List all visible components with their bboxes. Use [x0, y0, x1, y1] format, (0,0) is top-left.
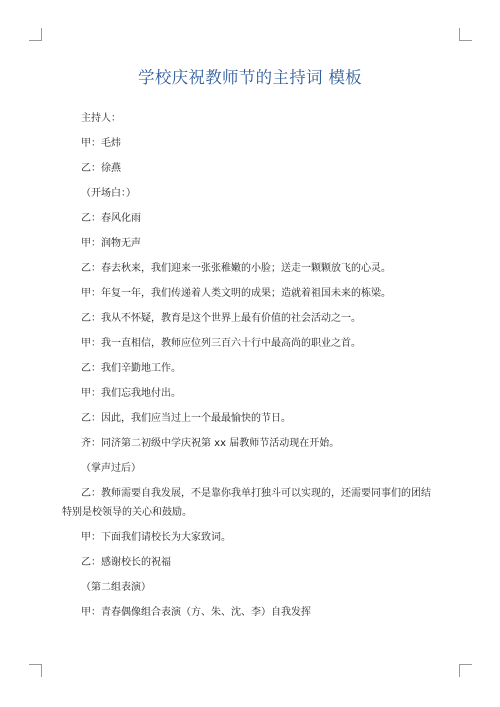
paragraph: 甲：青春偶像组合表演（方、朱、沈、李）自我发挥 [81, 607, 311, 618]
paragraph: 乙：我从不怀疑，教育是这个世界上最有价值的社会活动之一。 [81, 313, 361, 324]
crop-mark-top-left [29, 28, 42, 41]
paragraph: 乙：春风化雨 [81, 213, 141, 224]
document-title: 学校庆祝教师节的主持词 模板 [138, 68, 362, 87]
paragraph-host-b: 乙：徐燕 [81, 163, 121, 174]
paragraph-opening-label: （开场白：） [81, 188, 136, 199]
paragraph: 甲：我们忘我地付出。 [81, 388, 181, 399]
paragraph-performance-note: （第二组表演） [81, 582, 151, 593]
crop-mark-top-right [459, 28, 472, 41]
paragraph: 齐：同济第二初级中学庆祝第 xx 届教师节活动现在开始。 [81, 438, 340, 449]
paragraph: 乙：我们辛勤地工作。 [81, 363, 181, 374]
paragraph: 乙：感谢校长的祝福 [81, 557, 171, 568]
paragraph-continuation: 特别是校领导的关心和鼓励。 [62, 507, 192, 518]
paragraph: 甲：下面我们请校长为大家致词。 [81, 532, 231, 543]
paragraph-applause-note: （掌声过后） [81, 463, 141, 474]
paragraph: 甲：我一直相信，教师应位列三百六十行中最高尚的职业之首。 [81, 338, 361, 349]
paragraph: 甲：年复一年，我们传递着人类文明的成果；造就着祖国未来的栋梁。 [81, 288, 391, 299]
paragraph: 乙：因此，我们应当过上一个最最愉快的节日。 [81, 413, 291, 424]
crop-mark-bottom-left [29, 664, 42, 677]
paragraph: 甲：润物无声 [81, 238, 141, 249]
paragraph: 乙：春去秋来，我们迎来一张张稚嫩的小脸；送走一颗颗放飞的心灵。 [81, 263, 391, 274]
paragraph-hosts-label: 主持人： [81, 113, 121, 124]
paragraph-host-a: 甲：毛炜 [81, 138, 121, 149]
document-body [62, 112, 442, 631]
crop-mark-bottom-right [459, 664, 472, 677]
paragraph: 乙：教师需要自我发展，不是靠你我单打独斗可以实现的，还需要同事们的团结 [81, 488, 431, 499]
